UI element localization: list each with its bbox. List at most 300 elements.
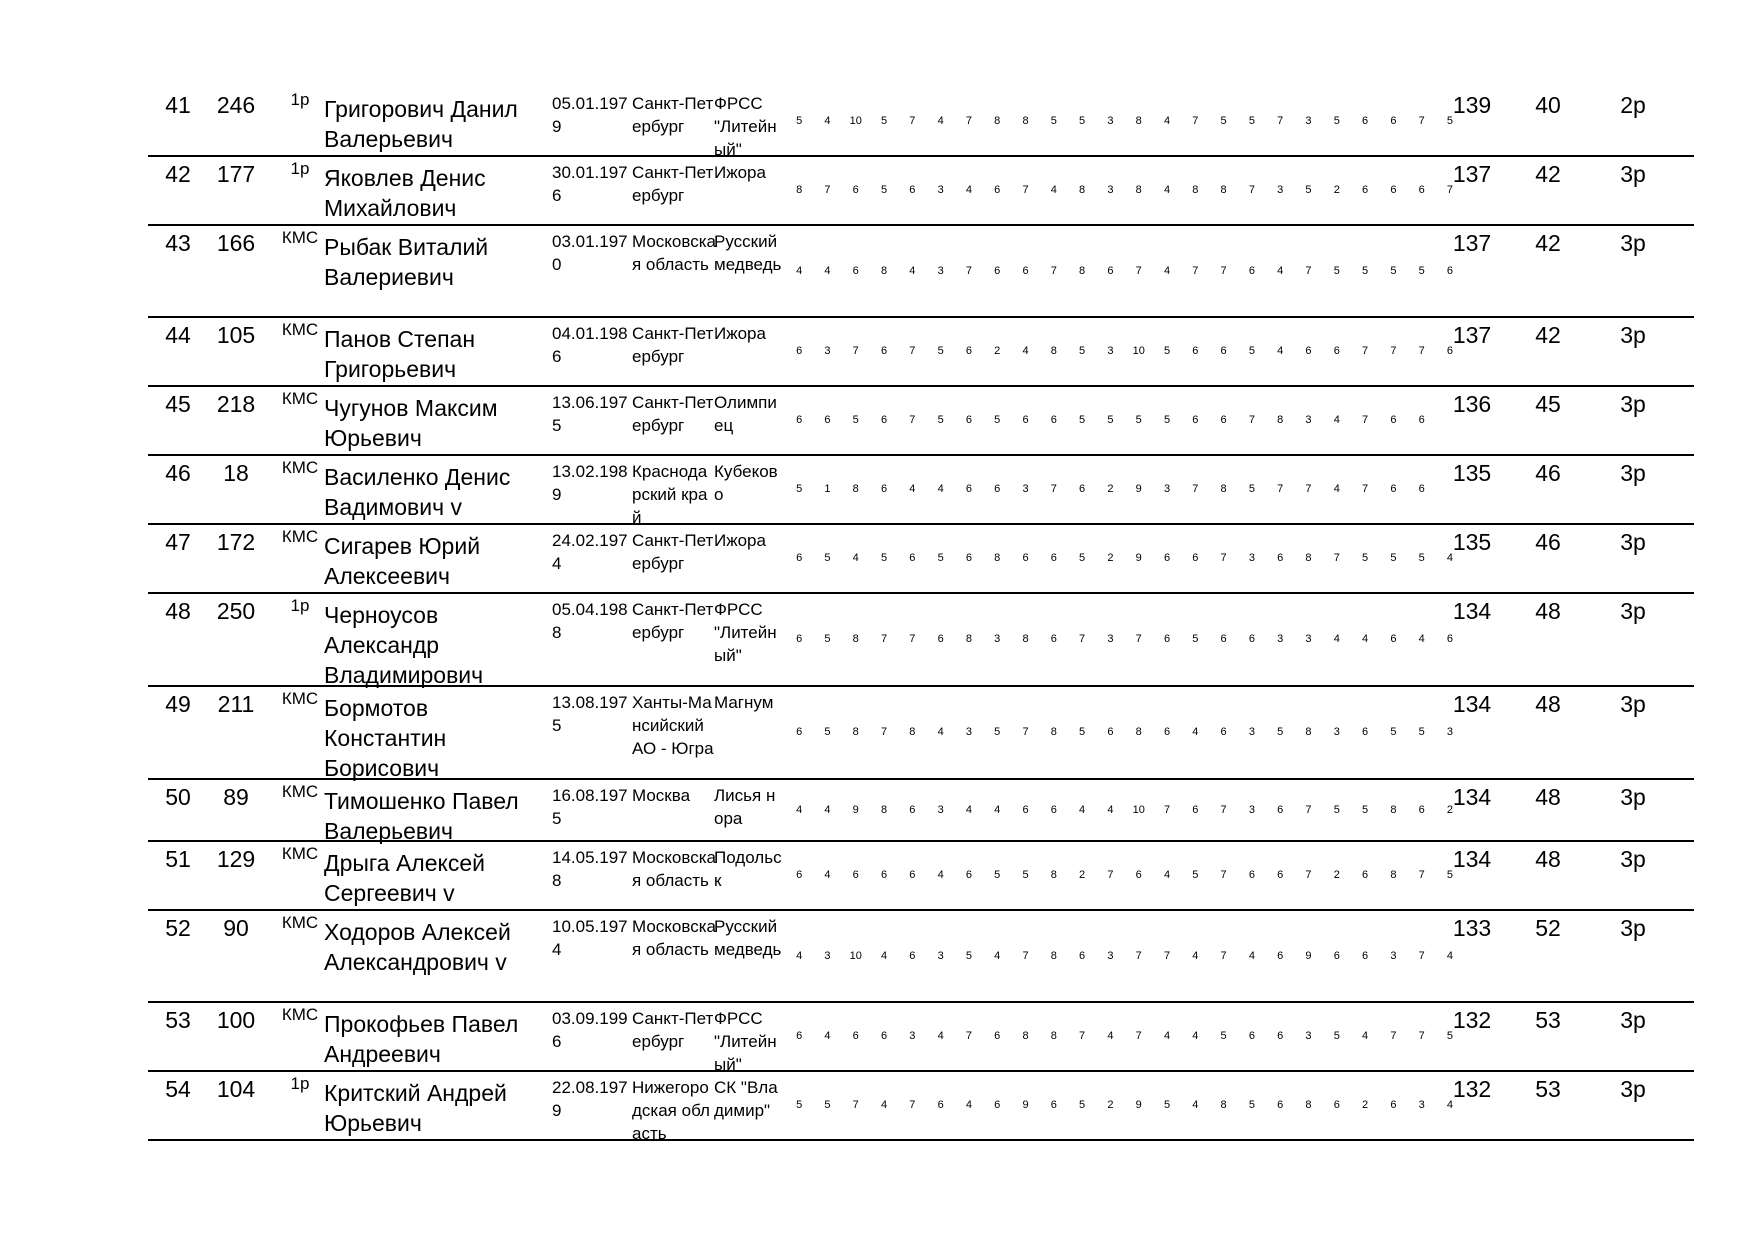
series-score: 3 [1446,726,1454,738]
club-cell: Магнум [714,693,774,712]
total-score-cell: 137 [1452,230,1492,256]
series-score: 5 [1079,552,1086,564]
series-score: 6 [1418,414,1425,426]
series-score: 6 [1418,483,1425,495]
series-score: 5 [1446,1030,1454,1042]
series-score: 2 [1107,552,1114,564]
series-score: 6 [1050,414,1057,426]
series-score: 5 [1362,552,1369,564]
series-score: 3 [1107,345,1114,357]
series-score: 5 [1079,345,1086,357]
birth-date-cell: 03.01.1970 [552,232,628,274]
total-score-cell: 135 [1452,529,1492,555]
bib-number-cell: 177 [216,161,256,187]
series-score: 6 [1220,633,1227,645]
birth-date-cell: 04.01.1986 [552,324,628,366]
series-score: 5 [824,552,831,564]
series-score: 5 [1220,1030,1227,1042]
club-cell: ФРСС "Литейный" [714,94,777,159]
series-score: 6 [796,726,803,738]
series-score: 6 [1192,345,1199,357]
series-score: 4 [909,483,916,495]
table-row [148,88,1694,157]
region-cell: Ханты-Мансийский АО - Югра [632,693,714,758]
series-score: 6 [1305,345,1312,357]
birth-date-cell: 13.02.1989 [552,462,628,504]
series-score: 4 [909,264,916,277]
series-score: 5 [1446,115,1454,127]
series-score: 6 [1333,1099,1340,1111]
series-score: 6 [1277,552,1284,564]
series-score: 4 [1446,1099,1454,1111]
category-cell: 3р [1620,460,1646,486]
club-cell: СК "Владимир" [714,1078,778,1120]
series-score: 8 [1305,726,1312,738]
series-score: 5 [1362,264,1369,277]
series-score: 8 [1050,949,1057,962]
birth-date-cell: 24.02.1974 [552,531,628,573]
series-score: 4 [1163,264,1171,277]
position-cell: 52 [1535,915,1561,941]
series-score: 7 [1192,115,1199,127]
series-score: 5 [1333,264,1340,277]
series-score: 5 [1079,726,1086,738]
series-score: 6 [1107,264,1114,277]
region-cell: Санкт-Петербург [632,1009,714,1051]
series-score: 6 [994,184,1001,196]
series-score: 6 [880,483,888,495]
series-score: 6 [880,1030,888,1042]
athlete-name-cell: Критский Андрей Юрьевич [324,1080,507,1136]
bib-number-cell: 18 [223,460,249,486]
position-cell: 46 [1535,460,1561,486]
series-score: 6 [1390,633,1397,645]
series-score: 3 [1277,184,1284,196]
series-score: 6 [852,1030,859,1042]
series-score: 7 [1362,345,1369,357]
bib-number-cell: 90 [223,915,249,941]
series-score: 3 [937,949,944,962]
position-cell: 45 [1535,391,1561,417]
position-cell: 53 [1535,1076,1561,1102]
table-row [148,594,1694,687]
series-score: 6 [852,184,859,196]
series-score: 2 [1362,1099,1369,1111]
birth-date-cell: 05.04.1988 [552,600,628,642]
series-score: 3 [1305,1030,1312,1042]
region-cell: Санкт-Петербург [632,531,714,573]
series-score: 8 [1135,184,1142,196]
place-cell: 46 [165,460,191,486]
category-cell: 3р [1620,784,1646,810]
position-cell: 48 [1535,784,1561,810]
series-score: 5 [937,414,944,426]
total-score-cell: 137 [1452,161,1492,187]
series-score: 7 [1022,949,1029,962]
series-score: 8 [1079,264,1086,277]
position-cell: 42 [1535,230,1561,256]
rank-cell: КМС [281,320,319,339]
series-score: 4 [937,1030,944,1042]
series-score: 2 [1333,184,1340,196]
series-score: 4 [1333,414,1340,426]
rank-cell: 1р [290,596,310,615]
series-score: 9 [1135,483,1142,495]
series-score: 7 [1418,345,1425,357]
birth-date-cell: 14.05.1978 [552,848,628,890]
bib-number-cell: 104 [216,1076,256,1102]
position-cell: 48 [1535,598,1561,624]
series-score: 6 [1362,949,1369,962]
series-score: 8 [994,115,1001,127]
series-score: 6 [1446,345,1454,357]
club-cell: Русский медведь [714,917,782,959]
series-score: 8 [1192,184,1199,196]
series-score: 7 [880,726,888,738]
series-score: 4 [1418,633,1425,645]
bib-number-cell: 218 [216,391,256,417]
series-score: 8 [1050,345,1057,357]
birth-date-cell: 03.09.1996 [552,1009,628,1051]
series-score: 6 [1022,552,1029,564]
series-score: 7 [1220,803,1227,816]
series-score: 8 [852,633,859,645]
series-score: 7 [909,345,916,357]
place-cell: 51 [165,846,191,872]
series-score: 4 [1163,1030,1171,1042]
series-score: 7 [1390,345,1397,357]
series-score: 5 [1305,184,1312,196]
series-score: 4 [1192,1099,1199,1111]
category-cell: 3р [1620,529,1646,555]
category-cell: 3р [1620,230,1646,256]
series-score: 6 [1220,414,1227,426]
series-score: 8 [1022,1030,1029,1042]
rank-cell: КМС [281,689,319,708]
athlete-name-cell: Василенко Денис Вадимович v [324,464,511,520]
series-score: 4 [965,803,972,816]
place-cell: 47 [165,529,191,555]
series-score: 5 [965,949,972,962]
club-cell: ФРСС "Литейный" [714,600,777,665]
series-score: 4 [937,869,944,881]
series-score: 4 [994,949,1001,962]
series-score: 6 [1192,414,1199,426]
series-score: 4 [1163,115,1171,127]
rank-cell: КМС [281,782,319,801]
series-score: 4 [824,869,831,881]
birth-date-cell: 13.08.1975 [552,693,628,735]
series-score: 6 [1163,726,1171,738]
series-score: 5 [1390,726,1397,738]
birth-date-cell: 05.01.1979 [552,94,628,136]
region-cell: Московская область [632,232,716,274]
series-score: 6 [1418,184,1425,196]
series-score: 4 [937,726,944,738]
series-score: 9 [852,803,859,816]
series-score: 6 [1390,414,1397,426]
series-score: 7 [1248,184,1255,196]
series-score: 3 [1305,414,1312,426]
series-score: 7 [1163,803,1171,816]
series-score: 4 [1277,345,1284,357]
category-cell: 3р [1620,1076,1646,1102]
place-cell: 49 [165,691,191,717]
series-score: 6 [1390,184,1397,196]
birth-date-cell: 22.08.1979 [552,1078,628,1120]
series-score: 4 [1248,949,1255,962]
series-score: 5 [937,345,944,357]
series-score: 6 [880,869,888,881]
series-score: 6 [909,184,916,196]
series-score: 7 [909,414,916,426]
series-score: 6 [1277,869,1284,881]
place-cell: 44 [165,322,191,348]
series-score: 6 [909,803,916,816]
series-score: 8 [796,184,803,196]
region-cell: Краснодарский край [632,462,708,527]
series-score: 4 [1362,1030,1369,1042]
series-score: 7 [909,1099,916,1111]
series-score: 4 [1163,869,1171,881]
series-score: 7 [1050,264,1057,277]
table-row [148,456,1694,525]
club-cell: Подольск [714,848,782,890]
series-score: 5 [1333,803,1340,816]
series-score: 4 [994,803,1001,816]
series-score: 6 [1446,633,1454,645]
athlete-name-cell: Рыбак Виталий Валериевич [324,234,489,290]
series-score: 6 [1163,552,1171,564]
series-score: 3 [1107,184,1114,196]
series-score: 6 [824,414,831,426]
region-cell: Москва [632,786,691,805]
series-score: 3 [1248,726,1255,738]
total-score-cell: 132 [1452,1076,1492,1102]
series-score: 5 [852,414,859,426]
place-cell: 54 [165,1076,191,1102]
series-score: 4 [1192,1030,1199,1042]
series-score: 6 [1390,483,1397,495]
series-score: 6 [796,633,803,645]
rank-cell: 1р [290,90,310,109]
series-score: 6 [1446,264,1454,277]
series-score: 7 [1192,483,1199,495]
series-score: 6 [1390,115,1397,127]
series-score: 8 [1220,184,1227,196]
series-score: 10 [1132,345,1145,357]
series-score: 5 [796,483,803,495]
place-cell: 50 [165,784,191,810]
series-score: 7 [1418,115,1425,127]
series-score: 6 [880,345,888,357]
position-cell: 40 [1535,92,1561,118]
series-score: 6 [1390,1099,1397,1111]
series-score: 5 [1390,552,1397,564]
series-score: 6 [994,1030,1001,1042]
series-score: 9 [1022,1099,1029,1111]
series-score: 4 [1079,803,1086,816]
series-score: 6 [1022,414,1029,426]
total-score-cell: 134 [1452,598,1492,624]
series-score: 7 [1305,803,1312,816]
series-score: 5 [1390,264,1397,277]
series-score: 4 [1333,633,1340,645]
series-score: 5 [1277,726,1284,738]
series-score: 4 [937,483,944,495]
series-score: 8 [965,633,972,645]
birth-date-cell: 30.01.1976 [552,163,628,205]
place-cell: 41 [165,92,191,118]
rank-cell: КМС [281,844,319,863]
series-score: 6 [1079,949,1086,962]
series-score: 5 [1362,803,1369,816]
series-score: 5 [1248,1099,1255,1111]
series-score: 8 [1390,869,1397,881]
series-score: 6 [965,869,972,881]
series-score: 3 [1022,483,1029,495]
series-score: 4 [796,803,803,816]
series-score: 8 [1220,483,1227,495]
series-score: 2 [1446,803,1454,816]
athlete-name-cell: Бормотов Константин Борисович [324,695,447,781]
club-cell: ФРСС "Литейный" [714,1009,777,1074]
birth-date-cell: 13.06.1975 [552,393,628,435]
series-score: 8 [1305,552,1312,564]
series-score: 6 [1192,803,1199,816]
series-score: 6 [1248,1030,1255,1042]
category-cell: 3р [1620,391,1646,417]
series-score: 8 [852,726,859,738]
place-cell: 42 [165,161,191,187]
birth-date-cell: 16.08.1975 [552,786,628,828]
series-score: 3 [1107,633,1114,645]
series-score: 6 [1333,949,1340,962]
series-score: 3 [1248,803,1255,816]
series-score: 4 [880,1099,888,1111]
series-score: 5 [1135,414,1142,426]
series-score: 6 [1050,1099,1057,1111]
series-score: 4 [1277,264,1284,277]
rank-cell: КМС [281,913,319,932]
series-score: 6 [1022,264,1029,277]
series-score: 8 [1022,115,1029,127]
position-cell: 48 [1535,691,1561,717]
series-score: 8 [852,483,859,495]
series-score: 3 [824,949,831,962]
series-score: 5 [994,726,1001,738]
athlete-name-cell: Черноусов Александр Владимирович [324,602,484,688]
series-score: 6 [1107,726,1114,738]
series-score: 10 [849,115,862,127]
series-score: 6 [1192,552,1199,564]
series-score: 5 [824,633,831,645]
position-cell: 46 [1535,529,1561,555]
series-score: 4 [824,115,831,127]
series-score: 4 [1192,949,1199,962]
club-cell: Кубеково [714,462,778,504]
series-score: 7 [965,264,972,277]
series-score: 4 [1163,184,1171,196]
club-cell: Лисья нора [714,786,776,828]
series-score: 6 [965,552,972,564]
series-score: 7 [1022,726,1029,738]
series-score: 7 [1362,483,1369,495]
series-score: 6 [796,869,803,881]
series-score: 7 [1107,869,1114,881]
series-score: 6 [909,949,916,962]
total-score-cell: 135 [1452,460,1492,486]
series-score: 6 [994,483,1001,495]
series-score: 7 [1277,483,1284,495]
bib-number-cell: 246 [216,92,256,118]
series-score: 8 [1220,1099,1227,1111]
series-score: 6 [1277,1099,1284,1111]
series-score: 7 [1333,552,1340,564]
series-score: 7 [1135,264,1142,277]
series-score: 4 [1192,726,1199,738]
series-score: 7 [824,184,831,196]
total-score-cell: 134 [1452,846,1492,872]
series-score: 3 [1248,552,1255,564]
series-score: 7 [1418,949,1425,962]
series-score: 8 [1277,414,1284,426]
series-score: 7 [1277,115,1284,127]
results-table [148,88,1694,1141]
series-score: 3 [909,1030,916,1042]
series-score: 7 [1418,869,1425,881]
series-score: 7 [1220,264,1227,277]
series-score: 7 [1305,869,1312,881]
series-score: 4 [824,803,831,816]
series-score: 5 [1418,726,1425,738]
rank-cell: 1р [290,159,310,178]
series-score: 3 [1107,115,1114,127]
series-score: 8 [1079,184,1086,196]
bib-number-cell: 211 [217,691,255,717]
region-cell: Санкт-Петербург [632,163,714,205]
position-cell: 42 [1535,161,1561,187]
series-score: 3 [1305,633,1312,645]
table-row [148,1003,1694,1072]
bib-number-cell: 89 [223,784,249,810]
position-cell: 53 [1535,1007,1561,1033]
category-cell: 3р [1620,691,1646,717]
series-score: 7 [880,633,888,645]
series-score: 3 [1333,726,1340,738]
athlete-name-cell: Яковлев Денис Михайлович [324,165,486,221]
club-cell: Ижора [714,324,766,343]
series-score: 3 [1305,115,1312,127]
series-score: 5 [1050,115,1057,127]
series-score: 7 [1135,1030,1142,1042]
region-cell: Нижегородская область [632,1078,710,1143]
series-score: 5 [1022,869,1029,881]
athlete-name-cell: Тимошенко Павел Валерьевич [324,788,519,844]
table-row [148,157,1694,226]
series-score: 6 [796,1030,803,1042]
series-score: 6 [909,869,916,881]
region-cell: Московская область [632,848,716,890]
series-score: 5 [1163,1099,1171,1111]
series-score: 8 [1050,869,1057,881]
series-score: 8 [1390,803,1397,816]
series-score: 7 [1305,483,1312,495]
athlete-name-cell: Прокофьев Павел Андреевич [324,1011,519,1067]
series-score: 4 [1362,633,1369,645]
table-row [148,1072,1694,1141]
series-score: 5 [796,115,803,127]
